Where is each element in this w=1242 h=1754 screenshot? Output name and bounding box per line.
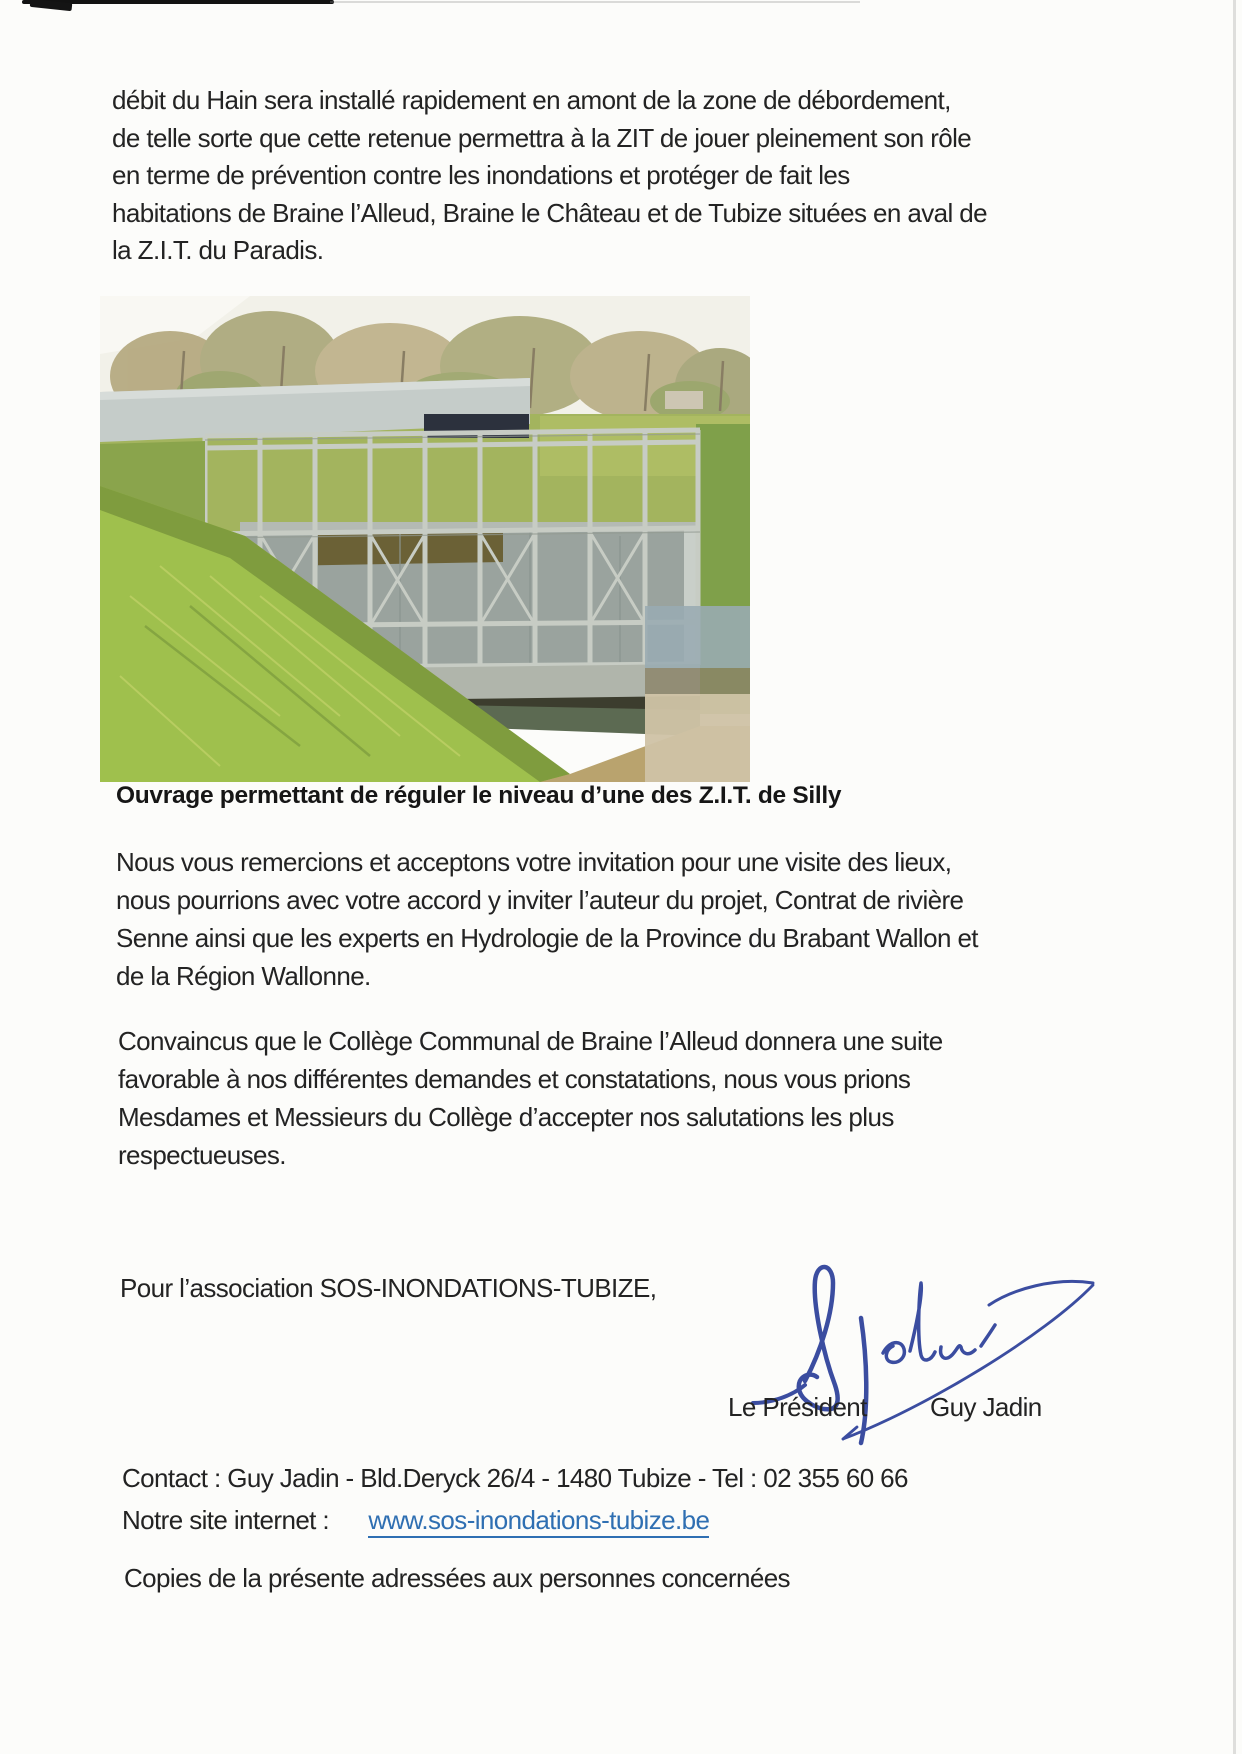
paragraph-line: Nous vous remercions et acceptons votre invitation pour une visite des lieux, [116,847,952,877]
paragraph-invitation [116,843,978,995]
photo-ouvrage-regulation [100,296,750,782]
photo-overlay-strip [645,606,750,782]
paragraph-line: Convaincus que le Collège Communal de Braine l’Alleud donnera une suite [118,1026,943,1056]
paragraph-line: en terme de prévention contre les inondations et protéger de fait les [112,160,850,190]
website-link[interactable]: www.sos-inondations-tubize.be [368,1505,709,1538]
paragraph-line: nous pourrions avec votre accord y inviter l’auteur du projet, Contrat de rivière [116,885,964,915]
president-row [0,1392,1242,1426]
president-label: Le Président [728,1392,867,1422]
website-row [122,1502,709,1540]
paragraph-line: Mesdames et Messieurs du Collège d’accepter nos salutations les plus [118,1102,894,1132]
paragraph-line: Senne ainsi que les experts en Hydrologie de la Province du Brabant Wallon et [116,923,978,953]
paragraph-line: respectueuses. [118,1140,286,1170]
paragraph-line: favorable à nos différentes demandes et constatations, nous vous prions [118,1064,911,1094]
photo-caption: Ouvrage permettant de réguler le niveau d’une des Z.I.T. de Silly [116,782,842,809]
closing-line: Pour l’association SOS-INONDATIONS-TUBIZE, [120,1273,657,1303]
website-label: Notre site internet : [122,1505,330,1535]
scan-artifact-wedge [30,0,73,11]
copies-line: Copies de la présente adressées aux personnes concernées [124,1563,790,1593]
contact-line: Contact : Guy Jadin - Bld.Deryck 26/4 - 1480 Tubize - Tel : 02 355 60 66 [122,1463,908,1493]
paragraph-intro [112,82,987,270]
paragraph-line: de la Région Wallonne. [116,961,371,991]
paragraph-line: débit du Hain sera installé rapidement en amont de la zone de débordement, [112,85,951,115]
paragraph-line: de telle sorte que cette retenue permettra à la ZIT de jouer pleinement son rôle [112,122,972,153]
paragraph-salutation [118,1022,943,1174]
paragraph-line: la Z.I.T. du Paradis. [112,235,324,265]
scan-artifact-right-edge [1233,0,1236,1754]
president-name: Guy Jadin [930,1392,1042,1422]
paragraph-line: habitations de Braine l’Alleud, Braine le Château et de Tubize situées en aval de [112,197,988,228]
scan-artifact-faint-line [330,1,860,3]
